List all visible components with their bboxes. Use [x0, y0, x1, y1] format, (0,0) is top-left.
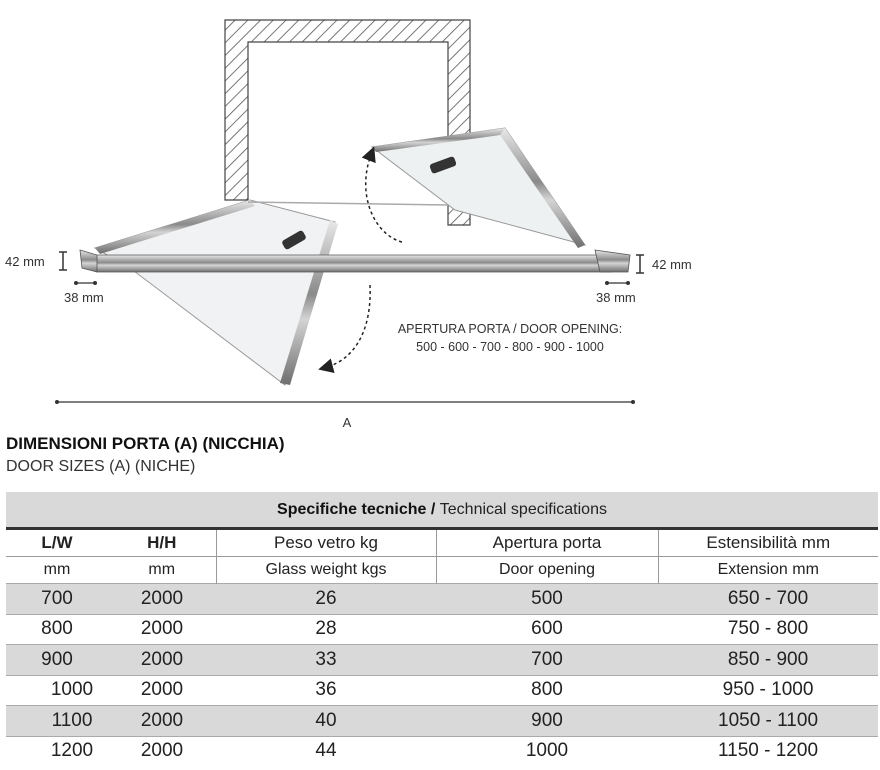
- left-width-label: 38 mm: [64, 290, 104, 305]
- cell-door-opening: 800: [436, 675, 658, 706]
- left-thickness-label: 42 mm: [5, 254, 45, 269]
- niche-wall: [225, 20, 470, 225]
- cell-width: 800: [6, 614, 108, 645]
- table-row: [6, 614, 878, 645]
- table-row: [6, 675, 878, 706]
- table-header-row: [6, 529, 878, 557]
- header-width: L/W: [41, 533, 73, 552]
- cell-extension: 950 - 1000: [658, 675, 878, 706]
- page-subtitle: DOOR SIZES (A) (NICHE): [6, 458, 196, 475]
- subheader-width-unit: mm: [6, 557, 108, 584]
- page-title: DIMENSIONI PORTA (A) (NICCHIA): [6, 434, 285, 453]
- cell-width: 1000: [6, 675, 108, 706]
- right-door-panel: [372, 128, 585, 248]
- cell-extension: 650 - 700: [658, 584, 878, 615]
- right-width-label: 38 mm: [596, 290, 636, 305]
- cell-width: 900: [6, 645, 108, 676]
- lower-opening-arrow: [324, 285, 370, 368]
- table-row: [6, 645, 878, 676]
- table-row: [6, 736, 878, 766]
- header-height: H/H: [147, 533, 177, 552]
- spec-table: [6, 492, 878, 766]
- cell-door-opening: 700: [436, 645, 658, 676]
- cell-width: 1200: [6, 736, 108, 766]
- right-thickness-dimension: [636, 255, 692, 273]
- cell-height: 2000: [108, 675, 216, 706]
- right-thickness-label: 42 mm: [652, 257, 692, 272]
- table-subheader-row: [6, 557, 878, 584]
- cell-height: 2000: [108, 736, 216, 766]
- cell-glass-weight: 36: [216, 675, 436, 706]
- subheader-glass-weight: Glass weight kgs: [216, 557, 436, 584]
- cell-width: 700: [6, 584, 108, 615]
- cell-height: 2000: [108, 584, 216, 615]
- subheader-height-unit: mm: [108, 557, 216, 584]
- left-thickness-dimension: [5, 252, 67, 270]
- cell-extension: 850 - 900: [658, 645, 878, 676]
- cell-door-opening: 1000: [436, 736, 658, 766]
- cell-glass-weight: 26: [216, 584, 436, 615]
- opening-note-line1: APERTURA PORTA / DOOR OPENING:: [397, 322, 623, 336]
- table-caption: Specifiche tecniche / Technical specifications: [6, 492, 878, 529]
- left-door-panel: [95, 200, 338, 385]
- subheader-extension: Extension mm: [658, 557, 878, 584]
- cell-door-opening: 900: [436, 706, 658, 737]
- cell-glass-weight: 33: [216, 645, 436, 676]
- cell-extension: 750 - 800: [658, 614, 878, 645]
- dimension-a: [55, 400, 635, 430]
- cell-glass-weight: 44: [216, 736, 436, 766]
- table-caption-row: [6, 492, 878, 529]
- table-caption-bold: Specifiche tecniche: [277, 500, 427, 518]
- left-width-dimension: [64, 281, 104, 305]
- table-row: [6, 584, 878, 615]
- cell-height: 2000: [108, 706, 216, 737]
- dimension-a-label: A: [342, 415, 352, 430]
- table-row: [6, 706, 878, 737]
- header-glass-weight: Peso vetro kg: [216, 529, 436, 557]
- header-extension: Estensibilità mm: [658, 529, 878, 557]
- cell-door-opening: 500: [436, 584, 658, 615]
- opening-note-line2: 500 - 600 - 700 - 800 - 900 - 1000: [416, 340, 604, 354]
- cell-glass-weight: 28: [216, 614, 436, 645]
- cell-height: 2000: [108, 614, 216, 645]
- cell-height: 2000: [108, 645, 216, 676]
- subheader-door-opening: Door opening: [436, 557, 658, 584]
- header-door-opening: Apertura porta: [436, 529, 658, 557]
- cell-door-opening: 600: [436, 614, 658, 645]
- right-width-dimension: [596, 281, 636, 305]
- cell-extension: 1150 - 1200: [658, 736, 878, 766]
- table-caption-rest: Technical specifications: [439, 500, 607, 518]
- cell-width: 1100: [6, 706, 108, 737]
- cell-extension: 1050 - 1100: [658, 706, 878, 737]
- cell-glass-weight: 40: [216, 706, 436, 737]
